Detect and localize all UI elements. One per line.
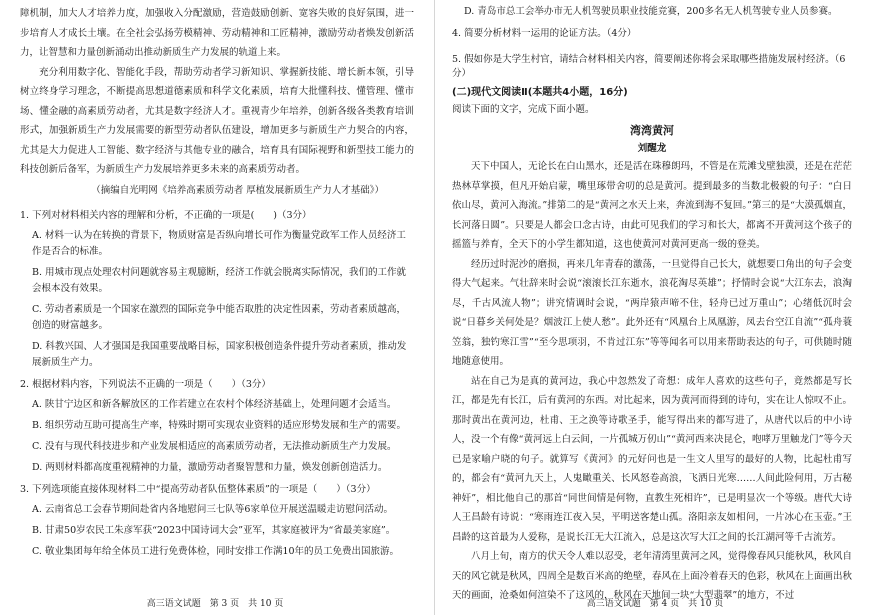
- question-4: 4. 简要分析材料一运用的论证方法。（4分）: [452, 28, 637, 39]
- question-2-option-d: D. 两则材料都高度重视精神的力量，激励劳动者聚智慧和力量，焕发创新创造活力。: [32, 461, 388, 473]
- article-paragraph-4: 八月上旬，南方的伏天令人难以忍受，老年清湾里黄河之风，觉得像春风只能秋风，秋风自天的风它就是秋风，四周全是数百米高的绝壁，春风在上面冷着春天的色彩，秋风在上面画出秋天的画面，沧桑如何渲染不了这风的，秋风在天地间一块“大型翡翠”的地方，不过: [452, 551, 852, 601]
- page-footer-left: 高三语文试题 第 3 页 共 10 页: [146, 599, 284, 609]
- question-1-option-a: A. 材料一认为在转换的背景下，物质财富是否纵向增长可作为衡量党政军工作人员经济工作是否合的标准。: [32, 229, 406, 257]
- article-paragraph-1: 天下中国人，无论长在白山黑水，还是活在珠穆朗玛，不管是在荒滩戈壁独漠，还是在茫茫热林草掌摸，但凡开始启蒙，嘴里琢带舍叨的总是黄河。提到最多的当数北极毅的句子：“白日依山尽，黄河入海流。”排第二的是“黄河之水天上来，奔流到海不复回。”第三的是“大漠孤烟直，长河落日圆”。只要是人都会口念古诗，由此可见我们的学习和长大，都离不开黄河这个孩子的摇篮与养育，全天下的小学生都知道，这也使黄河对黄河更高一级的登美。: [452, 161, 852, 250]
- section-heading: (二)现代文阅读Ⅱ(本题共4小题，16分): [452, 87, 628, 98]
- article-paragraph-2: 经历过时泥沙的磨损，再来几年青春的激荡，一旦觉得自己长大，就想要口角出的句子会变得大气起来。气壮辞来时会说“滚滚长江东逝水，浪花淘尽英雄”；抒情时会说“大江东去，浪淘尽，千古风流人物”；讲究情调时会说，“两岸猿声啼不住，轻舟已过万重山”；心绪低沉时会说“日暮乡关何处是？烟波江上使人愁”。此外还有“风凰台上凤凰游，凤去台空江自流”“孤舟蓑笠翁，独钓寒江雪”“至今思项羽，不肯过江东”等等闻名可以用来帮助表达的句子，可供随时随地随意使用。: [452, 258, 852, 367]
- intro-paragraph-1: 障机制，加大人才培养力度，加强收入分配激励，营造鼓励创新、宽容失败的良好氛围，进一步培育人才成长土壤。在全社会弘扬劳模精神、劳动精神和工匠精神，激励劳动者焕发创新活力，让智慧和力量创新涌动出推动新质生产力发展的轨道上来。: [20, 8, 414, 58]
- right-page: [440, 0, 870, 615]
- question-2-option-a: A. 陕甘宁边区和新各解放区的工作若建立在农村个体经济基础上，处理问题才会适当。: [32, 398, 397, 410]
- question-3-stem: 3. 下列选项能直接体现材料二中“提高劳动者队伍整体素质”的一项是（ ）（3分）: [20, 483, 376, 495]
- question-2-stem: 2. 根据材料内容，下列说法不正确的一项是（ ）（3分）: [20, 378, 271, 390]
- source-citation: （摘编自光明网《培养高素质劳动者 厚植发展新质生产力人才基础》）: [91, 184, 384, 196]
- question-3-option-c: C. 敬业集团每年给全体员工进行免费体检，同时安排工作满10年的员工免费出国旅游。: [32, 545, 400, 557]
- question-3-option-a: A. 云南省总工会春节期间赴省内各地慰问三七队等6家单位开展送温暖走访慰问活动。: [32, 503, 393, 515]
- intro-paragraph-2: 充分利用数字化、智能化手段，帮助劳动者学习新知识、掌握新技能、增长新本领，引导树立终身学习理念，不断提高思想道德素质和科学文化素质，培育大批懂科技、懂管理、懂市场、懂金融的高素质劳动者，尤其是数字经济人才。重视青少年培养，创新各级各类教育培训形式，加强新质生产力发展需要的新型劳动者队伍建设，增加更多与新质生产力契合的内容，尤其是大力促进人工智能、数字经济与其他专业的融合，培育具有国际视野和新型技工能力的科技创新后备军，为新质生产力发展培养更多未来的高素质劳动者。: [20, 66, 414, 175]
- page-divider: [434, 0, 435, 615]
- question-3-option-b: B. 甘肃50岁农民工朱彦军获“2023中国诗词大会”亚军，其家庭被评为“省最美家庭”。: [32, 524, 396, 536]
- article-title: 湾湾黄河: [630, 124, 674, 137]
- question-2-option-c: C. 没有与现代科技进步和产业发展相适应的高素质劳动者，无法推动新质生产力发展。: [32, 440, 397, 452]
- question-1-option-b: B. 用城市现点处理农村问题就容易主观臆断，经济工作就会脱离实际情况，我们的工作就会根本没有效果。: [32, 266, 407, 294]
- article-author: 刘醒龙: [637, 143, 667, 154]
- question-1-option-d: D. 科教兴国、人才强国是我国重要战略目标，国家积极创造条件提升劳动者素质，推动发展新质生产力。: [32, 340, 407, 368]
- article-paragraph-3: 站在自己为是真的黄河边，我心中忽然发了奇想：成年人喜欢的这些句子，竟然都是写长江，都是先有长江，后有黄河的东西。对比起来，因为黄河而得到的诗句，实在让人惊叹不止。那时黄出在黄河边，杜甫、王之涣等诗歌圣手，能写得出来的都写进了，从唐代以后的中小诗人，没一个有像“黄河远上白云间，一片孤城万仞山”“黄河西来决昆仑，咆哮万里触龙门”等今天已是家喻户晓的句子。就算写《黄河》的元好问也是一生文人里写的最好的人物，比起杜甫写的，都会有“黄河九天上，人鬼瞰重关、长风怒卷高浪，飞洒日光寒……人间此险何用，万古秘神奸”，相比他自己的那首“同世间情是何物，直教生死相许”，已是明显次一个等级。唐代大诗人王昌龄有诗说：“寒雨连江夜入吴，平明送客楚山孤。洛阳亲友如相问，一片冰心在玉壶。”王昌龄的这首最为人爱称，是说长江无大江流入，总是这次写大江之间的长江湖河等千古流芳。: [452, 375, 852, 543]
- page-footer-right: 高三语文试题 第 4 页 共 10 页: [586, 599, 724, 609]
- reading-instruction: 阅读下面的文字，完成下面小题。: [452, 104, 595, 115]
- question-3-option-d: D. 青岛市总工会举办市无人机驾驶员职业技能竞赛，200多名无人机驾驶专业人员参赛。: [464, 6, 838, 17]
- question-2-option-b: B. 组织劳动互助可提高生产率，特殊时期可实现农业资料的适应形势发展和生产的需要。: [32, 419, 407, 431]
- left-page: [0, 0, 430, 615]
- question-1-option-c: C. 劳动者素质是一个国家在激烈的国际竞争中能否取胜的决定性因素，劳动者素质越高，创造的财富越多。: [32, 303, 406, 331]
- question-1-stem: 1. 下列对材料相关内容的理解和分析，不正确的一项是( )（3分）: [20, 209, 312, 221]
- question-5: 5. 假如你是大学生村官，请结合材料相关内容，简要阐述你将会采取哪些措施发展村经济。（6分）: [452, 54, 846, 79]
